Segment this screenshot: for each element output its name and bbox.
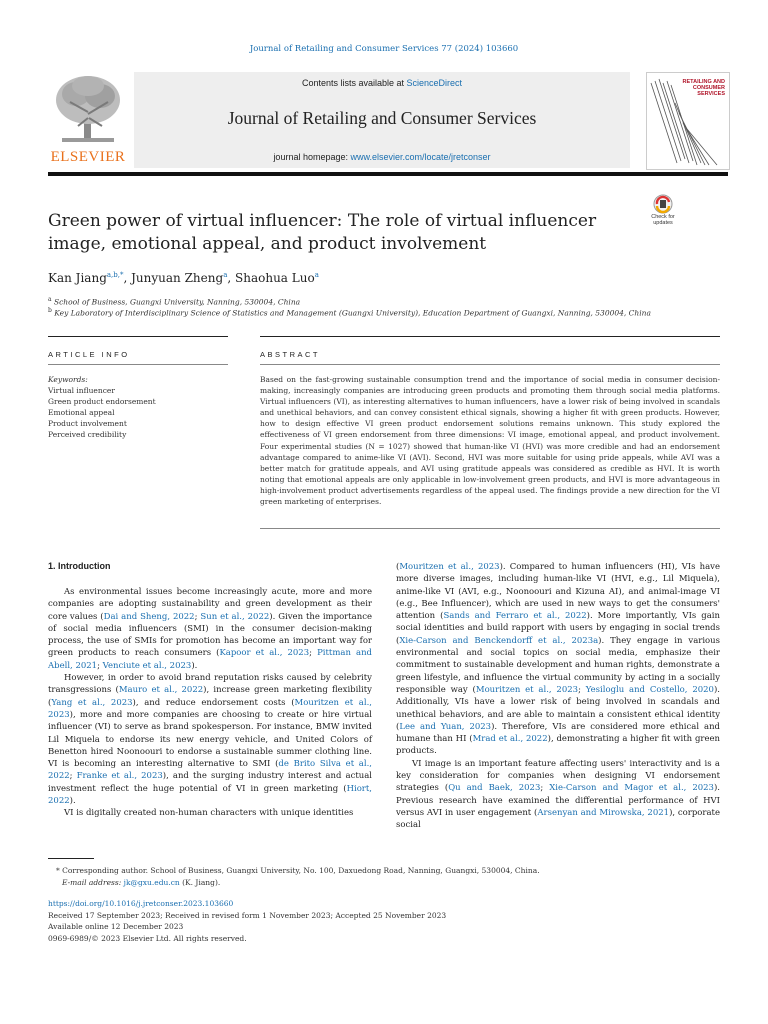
body-paragraph (48, 807, 372, 819)
available-online: Available online 12 December 2023 (48, 922, 184, 931)
contents-line (134, 78, 630, 88)
citation-link[interactable]: Lee and Yuan, 2023 (399, 721, 492, 732)
paragraph-text: ), corporate social (396, 807, 720, 831)
citation-link[interactable]: Sun et al., 2022 (200, 611, 270, 622)
abstract-rule (260, 364, 720, 365)
affiliation-mark: b (48, 307, 52, 314)
publication-info (48, 898, 728, 944)
paragraph-text: ; (540, 783, 550, 794)
citation-link[interactable]: de Brito Silva et al., 2022 (48, 759, 373, 782)
check-updates-label: Check for updates (651, 214, 675, 226)
corresponding-author-note: * Corresponding author. School of Business, Guangxi University, No. 100, Daxuedong Road, Nanning, Guangxi, 530004, China. (56, 866, 540, 875)
author-marks[interactable]: a (314, 271, 319, 279)
author-name[interactable]: Shaohua Luo (235, 271, 315, 285)
citation-link[interactable]: Franke et al., 2023 (76, 771, 163, 782)
body-column-right (396, 561, 720, 832)
paragraph-text: ), increase green marketing flexibility ( (48, 685, 372, 708)
citation-link[interactable]: Hiort, 2022 (48, 783, 372, 807)
footnote-rule (48, 858, 94, 859)
paragraph-text: ; (194, 611, 201, 622)
keywords-list (48, 385, 228, 440)
paragraph-text: ), more and more companies are choosing to create or hire virtual influencer (VI) to serve as brand spokesperson. For instance, BMW invited Lil Miquela to endorse its new energy vehicle, and United Colors of Benetton hired Noonoouri to endorse a sustainable summer clothing line. VI is becoming an interesting alternative to SMI ( (48, 709, 372, 770)
citation-link[interactable]: Mrad et al., 2022 (472, 734, 548, 745)
paragraph-text: ), and the surging industry interest and actual investment reflect the huge potential of VI in green marketing ( (48, 771, 373, 794)
paragraph-text: ). Previous research have examined the differential performance of HVI versus AVI in user engagement ( (396, 783, 720, 818)
keyword: Perceived credibility (48, 430, 127, 439)
body-paragraph (396, 561, 720, 758)
author-list: Kan Jiang$^{a,b,*}$, Junyuan Zheng$^a$, Shaohua Luo$^a$ (48, 271, 319, 285)
check-updates-icon (645, 194, 681, 214)
header-rule (48, 172, 728, 176)
citation-link[interactable]: Qu and Baek, 2023 (448, 783, 541, 794)
author-name[interactable]: Junyuan Zheng (131, 271, 224, 285)
journal-name: Journal of Retailing and Consumer Services (227, 108, 537, 128)
keyword: Emotional appeal (48, 408, 115, 417)
paragraph-text: ; (309, 648, 318, 659)
received-dates: Received 17 September 2023; Received in revised form 1 November 2023; Accepted 25 November 2023 (48, 910, 447, 920)
article-title: Green power of virtual influencer: The role of virtual influencer image, emotional appeal, and product involvement (48, 211, 597, 254)
elsevier-logo[interactable] (48, 72, 128, 168)
paragraph-text: ), demonstrating a higher fit with green products. (396, 734, 720, 757)
article-info-rule-top (48, 336, 228, 337)
paragraph-text: ). Therefore, VIs are considered more ethical and humane than HI ( (396, 721, 720, 745)
paragraph-text: ). (191, 660, 198, 671)
abstract-text: Based on the fast-growing sustainable consumption trend and the importance of social media in consumer decision-making, increasingly companies are introducing green products and promoting them through social media platforms. Virtual influencers (VI), as interesting alternatives to human influencers, have a lower risk of being involved in scandals and unethical behaviors, and can convey consistent ethical signals, showing a higher fit with green products. However, how to design effective VI green product endorsement solutions remains unknown. This study explored the effectiveness of VI green endorsement from three dimensions: VI image, emotional appeal, and product involvement. Four experimental studies (N = 1027) showed that human-like VI (HVI) was more credible and had an endorsement advantage compared to anime-like VI (AVI). Second, HVI was more suitable for using pride appeals, while AVI was a better match for gratitude appeals, and AVI using gratitude appeals was considered as credible as HVI. It is worth noting that emotional appeals are only applicable in low-involvement green products, and HVI is more advantageous in high-involvement product advertisements regardless of the appeal used. The findings provide a new direction for the VI green marketing of enterprises. (260, 375, 720, 507)
body-paragraph (48, 672, 372, 807)
footnotes (48, 865, 728, 889)
paragraph-text: VI image is an important feature affecting users' interactivity and is a key consideration for companies when designing VI endorsement strategies ( (396, 758, 720, 794)
keyword: Product involvement (48, 419, 127, 428)
doi-link[interactable]: https://doi.org/10.1016/j.jretconser.2023.103660 (48, 899, 234, 908)
contents-prefix: Contents lists available at (301, 78, 407, 88)
email-link[interactable]: jk@gxu.edu.cn (123, 878, 180, 887)
abstract-rule-bottom (260, 528, 720, 529)
citation-link[interactable]: Pittman and Abell, 2021 (48, 648, 372, 671)
paragraph-text: ). Additionally, VIs have a lower risk of being involved in scandals and unethical behaviors, and are able to maintain a consistent ethical identity ( (396, 684, 720, 732)
homepage-prefix: journal homepage: (273, 152, 351, 162)
copyright: 0969-6989/© 2023 Elsevier Ltd. All rights reserved. (48, 933, 247, 943)
section-heading-introduction: 1. Introduction (48, 561, 111, 571)
citation-link[interactable]: Mauro et al., 2022 (118, 685, 204, 696)
citation-link[interactable]: Mouritzen et al., 2023 (399, 562, 500, 572)
abstract-rule-top (260, 336, 720, 337)
keywords-block (48, 374, 228, 440)
affiliation-mark: a (48, 296, 52, 303)
journal-citation-line[interactable]: Journal of Retailing and Consumer Services 77 (2024) 103660 (249, 44, 519, 54)
check-for-updates-button[interactable] (645, 194, 681, 234)
cover-title: RETAILING AND CONSUMER SERVICES (682, 79, 725, 97)
journal-cover-thumbnail[interactable] (646, 72, 730, 170)
article-info-heading: ARTICLE INFO (48, 350, 130, 359)
affiliation-text: Key Laboratory of Interdisciplinary Science of Statistics and Management (Guangxi University), Education Department of Guangxi, Nanning, 530004, China (54, 308, 651, 318)
journal-header (134, 72, 630, 168)
paragraph-text: As environmental issues become increasingly acute, more and more companies are adopting sustainability and green development as their core values ( (48, 587, 372, 622)
journal-homepage-link[interactable]: www.elsevier.com/locate/jretconser (350, 152, 491, 162)
elsevier-tree-icon (48, 72, 128, 146)
body-paragraph (48, 586, 372, 672)
affiliation-text: School of Business, Guangxi University, Nanning, 530004, China (53, 297, 301, 307)
citation-link[interactable]: Venciute et al., 2023 (102, 660, 192, 671)
paragraph-text: ). Compared to human influencers (HI), VIs have more diverse images, including human-like VI (HVI, e.g., Lil Miquela), anime-like VI (AVI, e.g., Noonoouri and Kizuna AI), and animal-image VI (e.g., Bee Influencer), which are used in new ways to get the consumers' attention ( (396, 562, 720, 622)
affiliation (48, 296, 300, 307)
paragraph-text: ; (578, 684, 586, 695)
paragraph-text: VI is digitally created non-human characters with unique identities (64, 808, 354, 819)
paragraph-text: However, in order to avoid brand reputation risks caused by celebrity transgressions ( (48, 673, 372, 696)
article-info-rule (48, 364, 228, 365)
paragraph-text: ). Given the importance of social media influencers (SMI) in the consumer decision-making process, the use of SMIs for promotion has become an important way for green products to reach consumers ( (48, 611, 372, 659)
affiliation (48, 307, 651, 318)
citation-link[interactable]: Kapoor et al., 2023 (219, 648, 310, 659)
citation-link[interactable]: Sands and Ferraro et al., 2022 (443, 611, 587, 622)
author-marks[interactable]: a,b,* (106, 271, 124, 279)
citation-link[interactable]: Yang et al., 2023 (51, 697, 133, 708)
paragraph-text: ). They engage in various environmental and social topics on social media, emphasize their commitment to sustainable development and human rights, demonstrate a green lifestyle, and influence the virtual community by acting in a socially responsible way ( (396, 635, 720, 695)
paragraph-text: ; (97, 660, 103, 671)
citation-link[interactable]: Xie-Carson and Magor et al., 2023 (549, 783, 714, 794)
abstract-heading: ABSTRACT (260, 350, 321, 359)
author-marks[interactable]: a (223, 271, 228, 279)
keyword: Virtual influencer (48, 386, 115, 395)
email-suffix: (K. Jiang). (179, 878, 221, 887)
paragraph-text: ( (396, 562, 400, 572)
email-label: E-mail address: (62, 878, 122, 887)
paragraph-text: ; (69, 771, 77, 782)
citation-link[interactable]: Mouritzen et al., 2023 (475, 684, 579, 695)
citation-link[interactable]: Yesiloglu and Costello, 2020 (585, 684, 714, 695)
email-line (48, 877, 728, 889)
keyword: Green product endorsement (48, 397, 156, 406)
keywords-label: Keywords: (48, 375, 88, 384)
citation-link[interactable]: Arsenyan and Mirowska, 2021 (537, 807, 670, 818)
elsevier-wordmark: ELSEVIER (50, 149, 126, 165)
citation-link[interactable]: Xie-Carson and Benckendorff et al., 2023a (399, 635, 599, 646)
paragraph-text: ). (69, 796, 76, 807)
sciencedirect-link[interactable]: ScienceDirect (406, 78, 463, 88)
homepage-line (134, 152, 630, 162)
citation-link[interactable]: Dai and Sheng, 2022 (103, 611, 195, 622)
paragraph-text: ). More importantly, VIs gain social identities and build rapport with users by engaging in social trends ( (396, 611, 720, 646)
body-column-left (48, 586, 372, 820)
citation-link[interactable]: Mouritzen et al., 2023 (48, 697, 372, 720)
author-name[interactable]: Kan Jiang (48, 271, 107, 285)
body-paragraph (396, 758, 720, 832)
paragraph-text: ), and reduce endorsement costs ( (132, 697, 295, 708)
